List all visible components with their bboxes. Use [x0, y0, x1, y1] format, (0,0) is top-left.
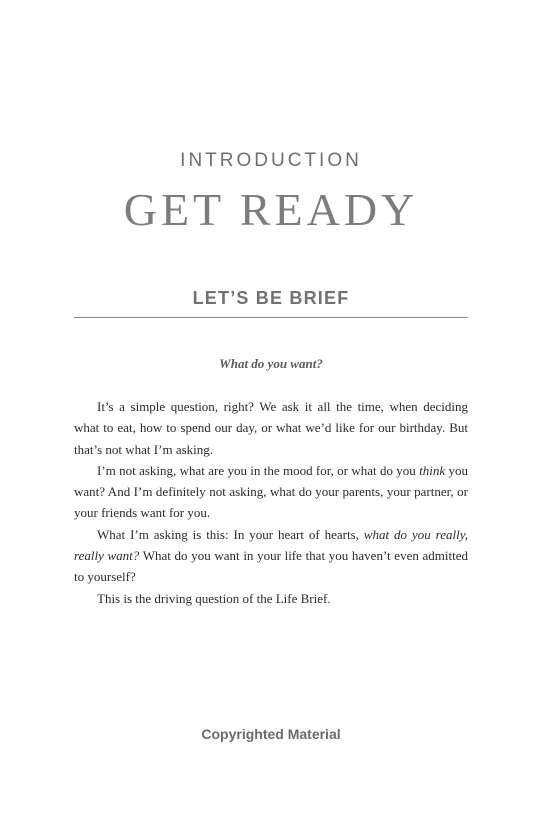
paragraph-4: This is the driving question of the Life Brief. — [97, 590, 331, 606]
body-text — [74, 396, 468, 609]
copyright-notice: Copyrighted Material — [201, 726, 341, 742]
paragraph-1: It’s a simple question, right? We ask it all the time, when deciding what to eat, how to spend our day, or what we’d like for our birthday. But that’s not what I’m asking. — [74, 399, 468, 457]
paragraph-3-emphasis: what do you really, really want? — [74, 526, 468, 564]
paragraph-2 — [74, 460, 468, 524]
paragraph-2-emphasis: think — [419, 462, 446, 478]
chapter-kicker: INTRODUCTION — [180, 150, 362, 171]
lead-question: What do you want? — [219, 356, 323, 371]
paragraph-3-after: What do you want in your life that you haven’t even admitted to yourself? — [74, 548, 469, 585]
paragraph-3 — [74, 524, 468, 588]
section-divider — [74, 317, 468, 318]
paragraph-2-after: you want? And I’m definitely not asking, what do your parents, your partner, or your friends want for you. — [74, 462, 469, 521]
paragraph-2-before: I’m not asking, what are you in the mood for, or what do you — [97, 462, 420, 478]
paragraph-3-before: What I’m asking is this: In your heart of hearts, — [97, 526, 364, 542]
chapter-title: GET READY — [123, 184, 419, 235]
section-heading: LET’S BE BRIEF — [192, 288, 350, 308]
